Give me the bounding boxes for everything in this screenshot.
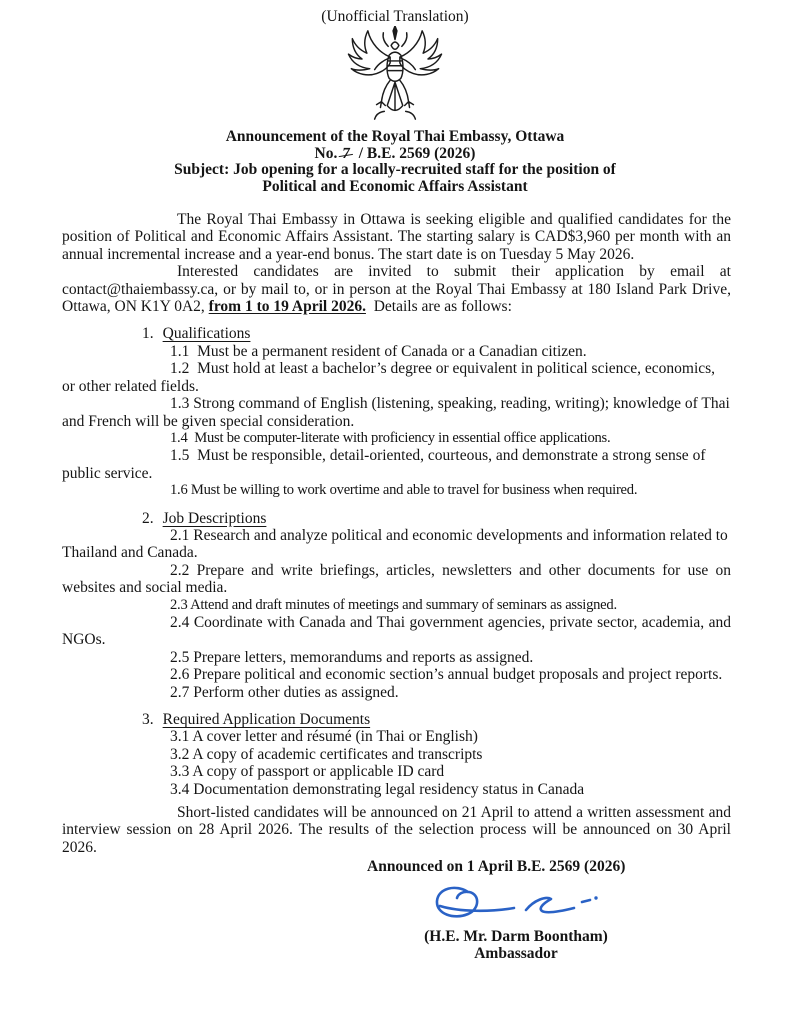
list-item-3-1: 3.1 A cover letter and résumé (in Thai or English)	[170, 728, 478, 746]
list-item-1-3: 1.3 Strong command of English (listening, speaking, reading, writing); knowledge of Thai and French will be given special consideration.	[62, 395, 730, 430]
list-item-1-5: 1.5 Must be responsible, detail-oriented, courteous, and demonstrate a strong sense of public service.	[62, 447, 706, 482]
list-item-2-4: 2.4 Coordinate with Canada and Thai government agencies, private sector, academia, and NGOs.	[62, 613, 731, 649]
signatory-name: (H.E. Mr. Darm Boontham)	[424, 927, 608, 945]
list-item-3-2: 3.2 A copy of academic certificates and transcripts	[170, 745, 483, 763]
list-item-2-6: 2.6 Prepare political and economic section’s annual budget proposals and project reports.	[170, 666, 723, 684]
signatory-block	[340, 928, 692, 962]
signature-container	[430, 882, 731, 926]
list-item-2-1: 2.1 Research and analyze political and economic developments and information related to Thailand and Canada.	[62, 526, 728, 562]
list-item-2-5: 2.5 Prepare letters, memorandums and reports as assigned.	[170, 648, 534, 666]
translation-note: (Unofficial Translation)	[321, 8, 469, 25]
section-heading-qualifications: 1. Qualifications	[142, 325, 251, 343]
announcement-header	[0, 129, 790, 195]
list-item-2-2: 2.2 Prepare and write briefings, articles, newsletters and other documents for use on websites and social media.	[62, 561, 731, 597]
list-item-3-3: 3.3 A copy of passport or applicable ID card	[170, 763, 445, 781]
header-subject-line2: Political and Economic Affairs Assistant	[262, 177, 528, 195]
announced-date-line: Announced on 1 April B.E. 2569 (2026)	[367, 858, 626, 876]
document-body	[0, 211, 790, 962]
list-item-2-7: 2.7 Perform other duties as assigned.	[170, 683, 399, 701]
list-item-3-4: 3.4 Documentation demonstrating legal residency status in Canada	[170, 780, 585, 798]
emblem-container	[0, 26, 790, 125]
handwritten-number: 7	[341, 144, 352, 162]
selection-paragraph: Short-listed candidates will be announced on 21 April to attend a written assessment and interview session on 28 April 2026. The results of the selection process will be announced on 30 April 2026.	[62, 804, 731, 856]
list-item-1-1: 1.1 Must be a permanent resident of Canada or a Canadian citizen.	[170, 342, 587, 360]
list-item-1-6: 1.6 Must be willing to work overtime and able to travel for business when required.	[170, 482, 638, 499]
garuda-emblem-icon	[341, 110, 449, 127]
list-item-2-3: 2.3 Attend and draft minutes of meetings and summary of seminars as assigned.	[170, 596, 617, 613]
section-heading-job-descriptions: 2. Job Descriptions	[142, 509, 267, 527]
section-heading-required-documents: 3. Required Application Documents	[142, 711, 371, 728]
list-item-1-4: 1.4 Must be computer-literate with proficiency in essential office applications.	[170, 429, 611, 446]
header-number-line: No. 7 / B.E. 2569 (2026)	[314, 144, 476, 162]
signatory-title: Ambassador	[474, 944, 558, 962]
header-title: Announcement of the Royal Thai Embassy, Ottawa	[225, 128, 565, 146]
application-period: from 1 to 19 April 2026.	[208, 298, 366, 316]
application-paragraph: Interested candidates are invited to submit their application by email at contact@thaiembassy.ca, or by mail to, or in person at the Royal Thai Embassy at 180 Island Park Drive, Ottawa, ON K1Y 0A2, from 1 to 19 April 2026. Details are as follows:	[62, 263, 731, 316]
list-item-1-2: 1.2 Must hold at least a bachelor’s degree or equivalent in political science, economics, or other related fields.	[62, 360, 716, 395]
intro-paragraph: The Royal Thai Embassy in Ottawa is seeking eligible and qualified candidates for the position of Political and Economic Affairs Assistant. The starting salary is CAD$3,960 per month with an annual incremental increase and a year-end bonus. The start date is on Tuesday 5 May 2026.	[62, 211, 731, 263]
header-subject-line1: Subject: Job opening for a locally-recruited staff for the position of	[174, 161, 616, 179]
